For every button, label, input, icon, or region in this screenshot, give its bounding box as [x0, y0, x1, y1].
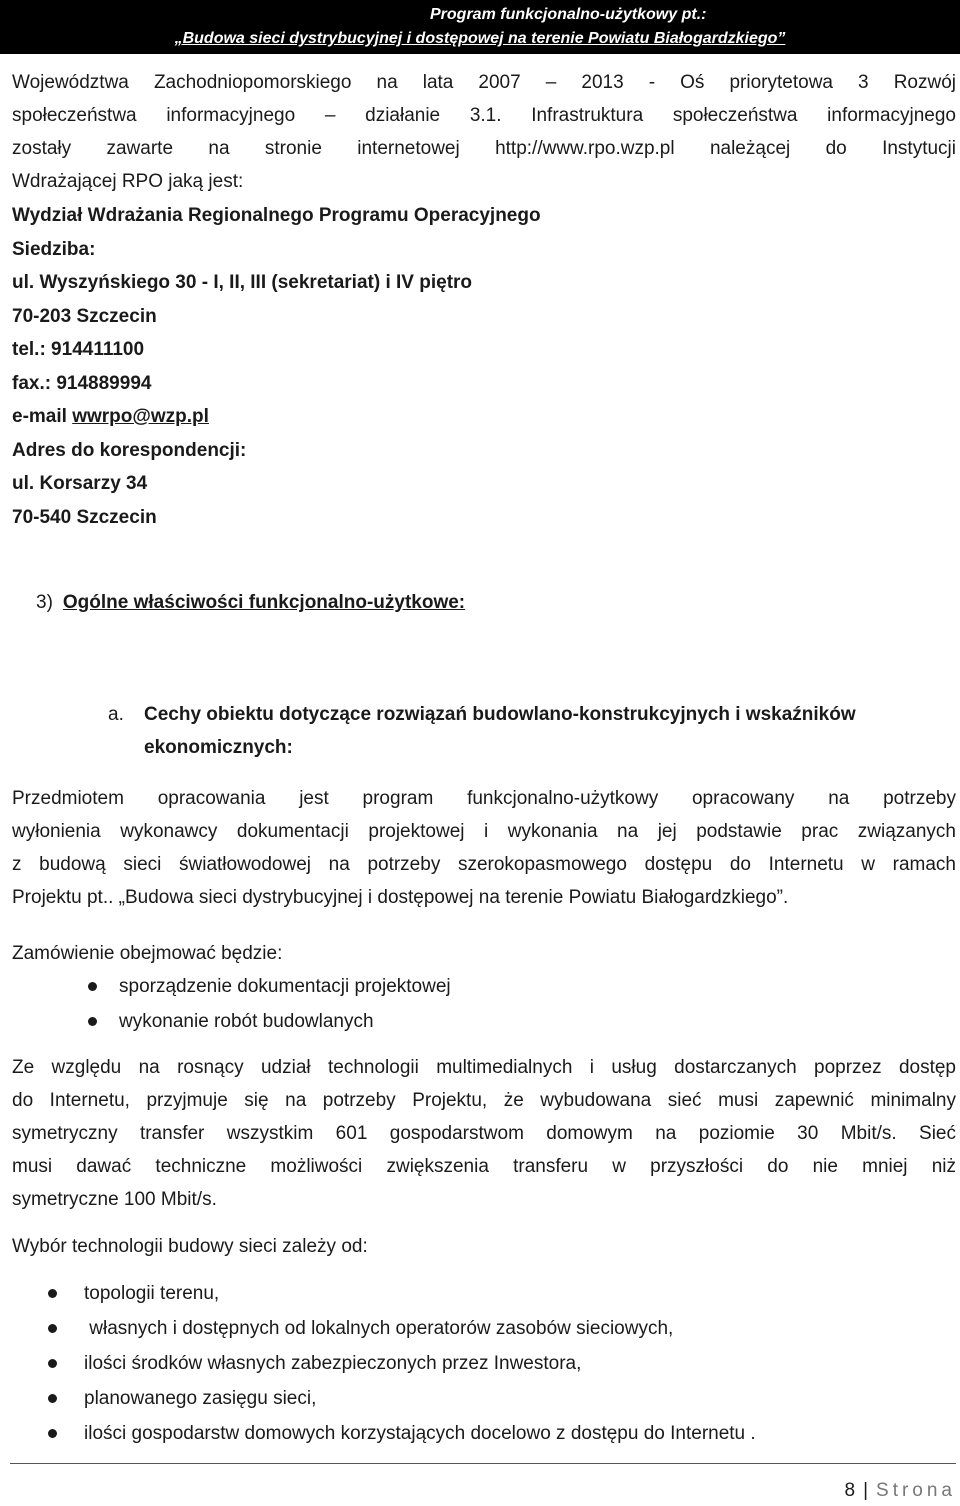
subsection-title-cont: ekonomicznych: — [144, 737, 293, 758]
list-item — [48, 1311, 756, 1346]
seat-label: Siedziba: — [12, 238, 96, 260]
fax-number: fax.: 914889994 — [12, 372, 152, 394]
list-item-text: sporządzenie dokumentacji projektowej — [119, 976, 451, 997]
paragraph-line: z budową sieci światłowodowej na potrzeby szerokopasmowego dostępu do Internetu w ramach — [12, 854, 956, 875]
section-3-heading — [36, 592, 465, 614]
paragraph-line: do Internetu, przyjmuje się na potrzeby Projektu, że wybudowana sieć musi zapewnić minimalny — [12, 1090, 956, 1111]
paragraph-subject — [12, 782, 956, 914]
phone-number: tel.: 914411100 — [12, 339, 145, 360]
city-address: 70-203 Szczecin — [12, 305, 157, 327]
section-number: 3) — [36, 592, 53, 613]
list-item — [84, 1004, 451, 1039]
header-project-name: „Budowa sieci dystrybucyjnej i dostępowej na terenie Powiatu Białogardzkiego” — [174, 30, 786, 47]
list-item-text: własnych i dostępnych od lokalnych operatorów zasobów sieciowych, — [84, 1318, 674, 1339]
list-item — [84, 969, 451, 1004]
email-label: e-mail — [12, 406, 73, 427]
order-intro-text: Zamówienie obejmować będzie: — [12, 943, 283, 964]
subsection-a-heading — [108, 698, 948, 764]
list-item — [48, 1381, 756, 1416]
list-item-text: topologii terenu, — [84, 1283, 220, 1304]
paragraph-line: symetryczny transfer wszystkim 601 gospodarstwom domowym na poziomie 30 Mbit/s. Sieć — [12, 1123, 956, 1144]
list-item — [48, 1276, 756, 1311]
paragraph-transfer — [12, 1051, 956, 1216]
paragraph-line: symetryczne 100 Mbit/s. — [12, 1189, 217, 1210]
contact-block — [12, 199, 956, 534]
correspondence-city: 70-540 Szczecin — [12, 506, 157, 528]
paragraph-line: wyłonienia wykonawcy dokumentacji projektowej i wykonania na jej podstawie prac związanych — [12, 821, 956, 842]
document-header — [0, 0, 960, 54]
bullet-icon — [48, 1324, 57, 1333]
street-address: ul. Wyszyńskiego 30 - I, II, III (sekretariat) i IV piętro — [12, 272, 473, 293]
list-item-text: planowanego zasięgu sieci, — [84, 1388, 317, 1409]
paragraph-line: Projektu pt.. „Budowa sieci dystrybucyjnej i dostępowej na terenie Powiatu Białogardzkiego”. — [12, 887, 789, 908]
bullet-icon — [48, 1289, 57, 1298]
footer-separator: | — [863, 1480, 869, 1501]
department-name: Wydział Wdrażania Regionalnego Programu Operacyjnego — [12, 205, 541, 226]
subsection-letter: a. — [108, 704, 124, 725]
intro-line: Wdrażającej RPO jaką jest: — [12, 171, 244, 192]
bullet-icon — [48, 1429, 57, 1438]
page-number: 8 — [844, 1480, 856, 1501]
order-intro — [12, 937, 956, 971]
header-title: Program funkcjonalno-użytkowy pt.: — [430, 6, 707, 23]
intro-line: społeczeństwa informacyjnego – działanie 3.1. Infrastruktura społeczeństwa informacyjnego — [12, 105, 956, 126]
page-footer — [845, 1480, 957, 1502]
correspondence-label: Adres do korespondencji: — [12, 439, 247, 461]
paragraph-line: musi dawać techniczne możliwości zwiększenia transferu w przyszłości do nie mniej niż — [12, 1156, 956, 1177]
tech-intro-text: Wybór technologii budowy sieci zależy od: — [12, 1236, 368, 1257]
paragraph-line: Ze względu na rosnący udział technologii multimedialnych i usług dostarczanych poprzez dostęp — [12, 1057, 956, 1078]
tech-list — [48, 1276, 756, 1451]
intro-line: Województwa Zachodniopomorskiego na lata 2007 – 2013 - Oś priorytetowa 3 Rozwój — [12, 72, 956, 93]
correspondence-street: ul. Korsarzy 34 — [12, 473, 148, 494]
email-line — [12, 400, 956, 434]
list-item — [48, 1416, 756, 1451]
order-list — [84, 969, 451, 1039]
intro-line: zostały zawarte na stronie internetowej http://www.rpo.wzp.pl należącej do Instytucji — [12, 138, 956, 159]
subsection-title: Cechy obiektu dotyczące rozwiązań budowlano-konstrukcyjnych i wskaźników — [144, 704, 856, 725]
tech-intro — [12, 1230, 956, 1264]
bullet-icon — [88, 982, 97, 991]
paragraph-line: Przedmiotem opracowania jest program funkcjonalno-użytkowy opracowany na potrzeby — [12, 788, 956, 809]
intro-paragraph — [12, 66, 956, 198]
bullet-icon — [48, 1394, 57, 1403]
list-item — [48, 1346, 756, 1381]
list-item-text: ilości środków własnych zabezpieczonych przez Inwestora, — [84, 1353, 582, 1374]
bullet-icon — [48, 1359, 57, 1368]
section-title: Ogólne właściwości funkcjonalno-użytkowe: — [62, 592, 466, 613]
page-word: Strona — [876, 1480, 956, 1501]
list-item-text: ilości gospodarstw domowych korzystających docelowo z dostępu do Internetu . — [84, 1423, 756, 1444]
bullet-icon — [88, 1017, 97, 1026]
list-item-text: wykonanie robót budowlanych — [119, 1011, 374, 1032]
email-link[interactable]: wwrpo@wzp.pl — [72, 406, 209, 427]
footer-divider — [10, 1463, 956, 1464]
